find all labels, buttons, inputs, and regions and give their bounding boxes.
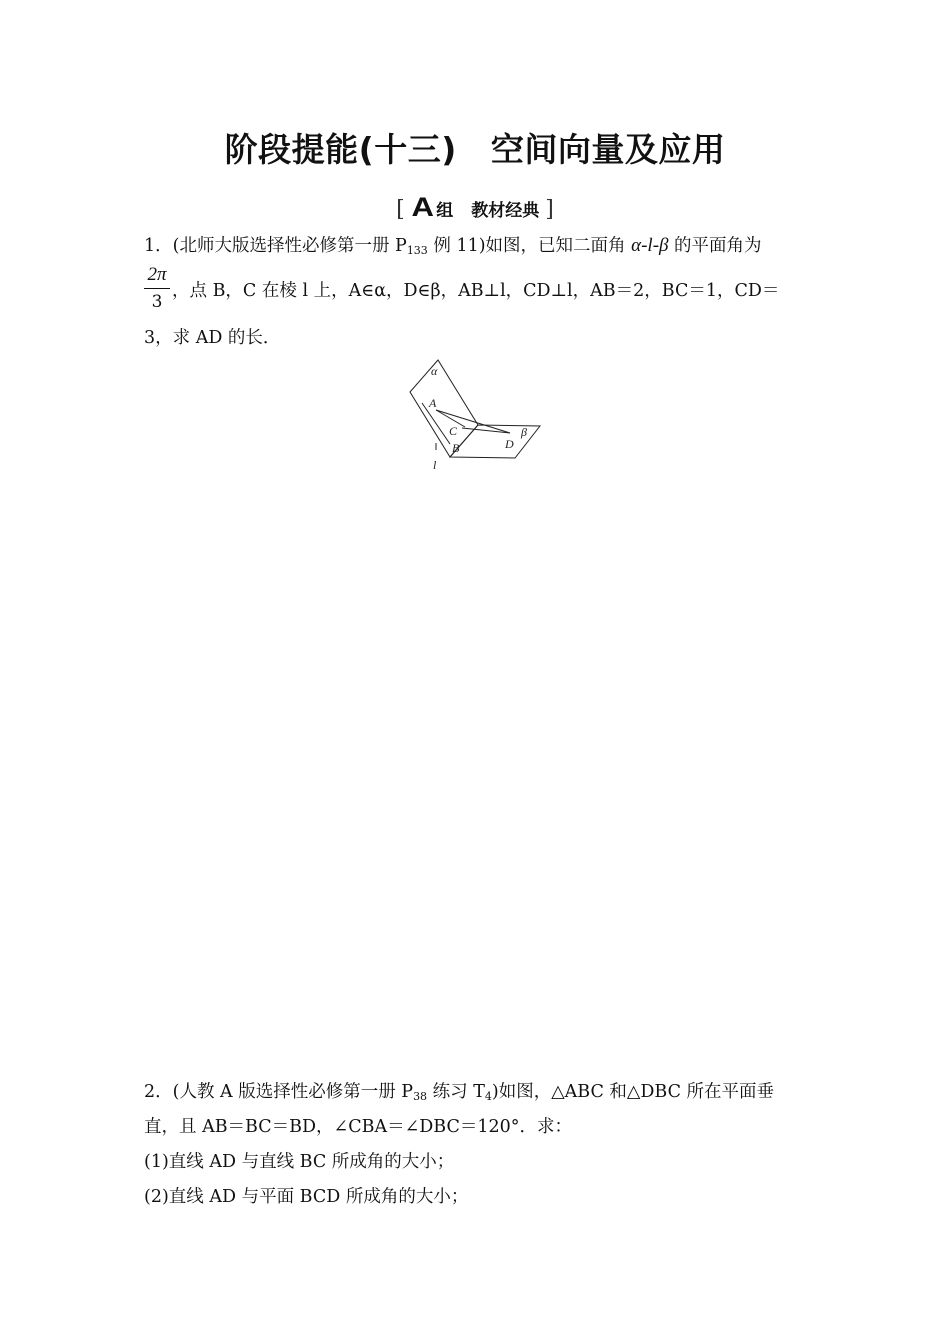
q2-exercise: 练习 T bbox=[427, 1082, 485, 1102]
q2-page-sub: 38 bbox=[413, 1090, 428, 1103]
q1-line1 bbox=[144, 232, 762, 257]
q1-text: 例 11)如图，已知二面角 bbox=[427, 236, 632, 256]
q2-line2: 直，且 AB＝BC＝BD，∠CBA＝∠DBC＝120°．求： bbox=[144, 1117, 572, 1137]
title-left: 阶段提能(十三) bbox=[224, 130, 457, 169]
q1-source: 1．(北师大版选择性必修第一册 P bbox=[144, 236, 407, 256]
q2-exercise-sub: 4 bbox=[484, 1090, 492, 1103]
q2-source: 2．(人教 A 版选择性必修第一册 P bbox=[144, 1082, 414, 1102]
label-beta: β bbox=[521, 425, 527, 439]
label-B: B bbox=[452, 441, 460, 455]
fraction-denominator: 3 bbox=[151, 292, 163, 312]
q1-text-end: 的平面角为 bbox=[668, 236, 762, 256]
page-title bbox=[0, 124, 950, 171]
q2-text: )如图，△ABC 和△DBC 所在平面垂 bbox=[491, 1082, 775, 1102]
q1-line2: ，点 B，C 在棱 l 上，A∈α，D∈β，AB⊥l，CD⊥l，AB＝2，BC＝1，CD＝ bbox=[172, 281, 780, 301]
plane-alpha bbox=[410, 360, 478, 457]
fraction-bar bbox=[144, 288, 170, 289]
label-A: A bbox=[429, 396, 437, 410]
bracket-open: [ bbox=[396, 197, 405, 222]
q2-line1 bbox=[144, 1078, 774, 1103]
group-heading bbox=[0, 192, 950, 223]
title-right: 空间向量及应用 bbox=[490, 130, 726, 169]
group-label: 组 bbox=[436, 201, 454, 221]
label-l: l bbox=[433, 458, 437, 472]
group-letter: A bbox=[411, 192, 434, 222]
q1-page-sub: 133 bbox=[406, 244, 428, 257]
q1-angle: α-l-β bbox=[631, 235, 669, 256]
label-C: C bbox=[449, 424, 458, 438]
q1-fraction bbox=[144, 264, 170, 313]
bracket-close: ] bbox=[545, 197, 554, 222]
label-D: D bbox=[505, 437, 514, 451]
q1-line3: 3，求 AD 的长． bbox=[144, 328, 281, 348]
q2-part1: (1)直线 AD 与直线 BC 所成角的大小； bbox=[144, 1152, 455, 1172]
fraction-numerator: 2π bbox=[147, 264, 167, 285]
group-name: 教材经典 bbox=[471, 201, 540, 221]
label-alpha: α bbox=[431, 364, 438, 378]
dihedral-angle-figure bbox=[400, 355, 550, 477]
q2-part2: (2)直线 AD 与平面 BCD 所成角的大小； bbox=[144, 1187, 469, 1207]
